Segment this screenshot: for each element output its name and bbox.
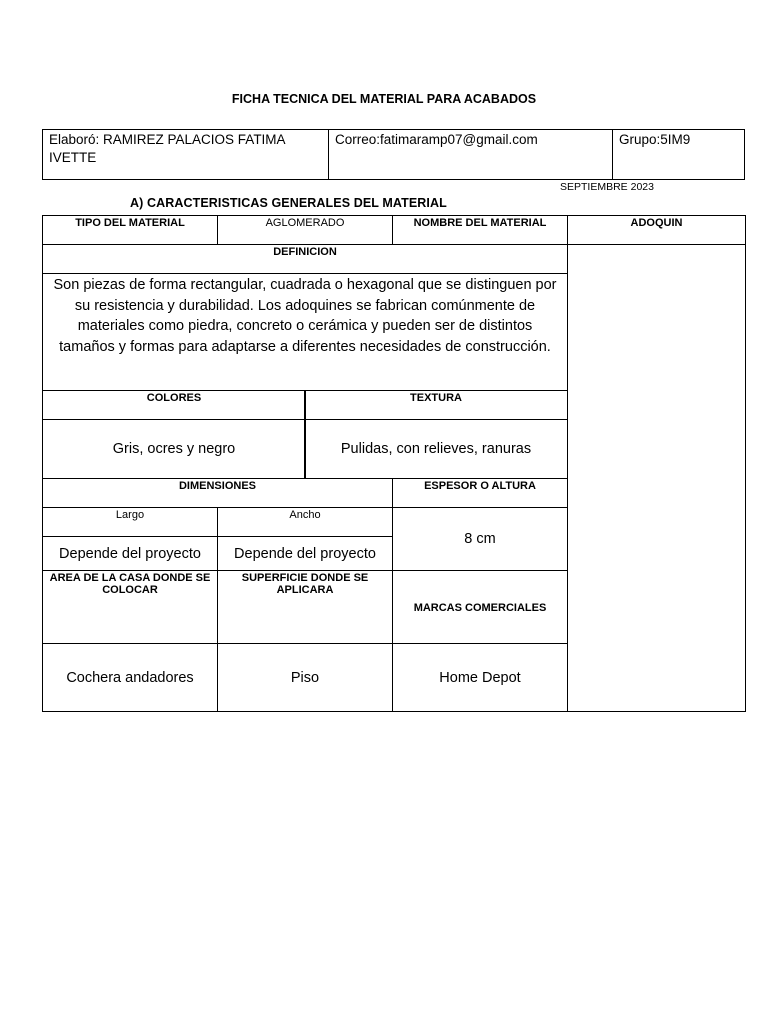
tipo-material-value: AGLOMERADO [217,215,393,245]
material-table [42,215,746,712]
author-cell: Elaboró: RAMIREZ PALACIOS FATIMA IVETTE [43,130,329,179]
document-date: SEPTIEMBRE 2023 [560,181,654,193]
author-info-table [42,129,745,180]
nombre-material-label: NOMBRE DEL MATERIAL [392,215,568,245]
textura-label: TEXTURA [304,390,568,420]
marcas-label: MARCAS COMERCIALES [392,570,568,644]
superficie-value: Piso [217,643,393,712]
tipo-material-label: TIPO DEL MATERIAL [42,215,218,245]
colores-value: Gris, ocres y negro [42,419,306,479]
ancho-label: Ancho [217,507,393,537]
textura-value: Pulidas, con relieves, ranuras [304,419,568,479]
espesor-value: 8 cm [392,507,568,571]
marcas-value: Home Depot [392,643,568,712]
material-image-cell [567,244,746,712]
area-value: Cochera andadores [42,643,218,712]
colores-label: COLORES [42,390,306,420]
largo-value: Depende del proyecto [42,536,218,571]
email-cell: Correo:fatimaramp07@gmail.com [329,130,613,179]
espesor-label: ESPESOR O ALTURA [392,478,568,508]
document-title: FICHA TECNICA DEL MATERIAL PARA ACABADOS [231,92,537,106]
section-title: A) CARACTERISTICAS GENERALES DEL MATERIAL [130,196,447,210]
superficie-label: SUPERFICIE DONDE SE APLICARA [217,570,393,644]
dimensiones-label: DIMENSIONES [42,478,393,508]
definicion-label: DEFINICION [42,244,568,274]
nombre-material-value: ADOQUIN [567,215,746,245]
area-label: AREA DE LA CASA DONDE SE COLOCAR [42,570,218,644]
definicion-text: Son piezas de forma rectangular, cuadrada o hexagonal que se distinguen por su resistencia y durabilidad. Los adoquines se fabrican comúnmente de materiales como piedra, concreto o cerámica y pueden ser de distintos tamaños y formas para adaptarse a diferentes necesidades de construcción. [42,273,568,391]
group-cell: Grupo:5IM9 [619,132,691,147]
ancho-value: Depende del proyecto [217,536,393,571]
largo-label: Largo [42,507,218,537]
